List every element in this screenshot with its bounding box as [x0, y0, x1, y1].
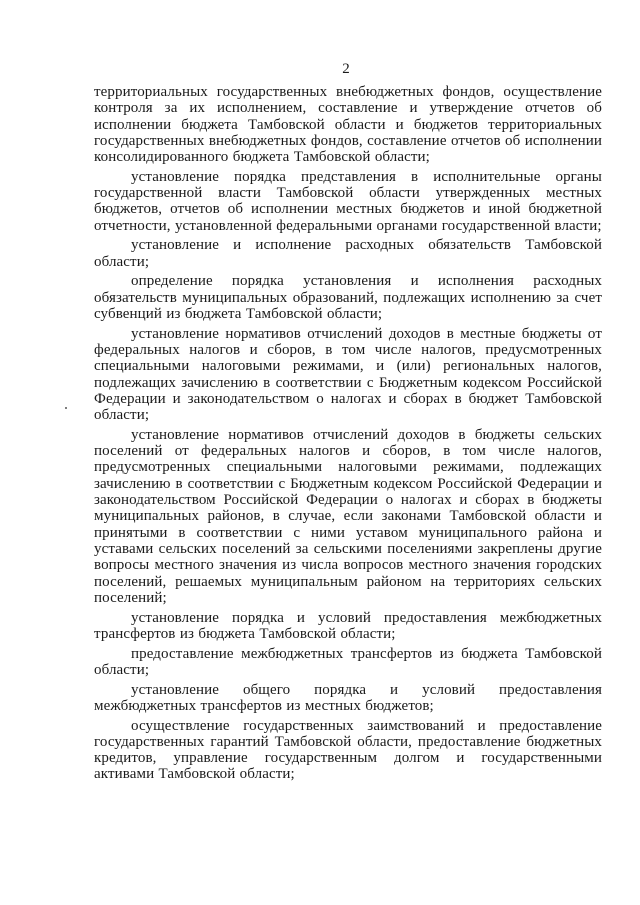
document-body [94, 84, 602, 786]
paragraph-local-budget-reporting: установление порядка представления в исполнительные органы государственной власти Тамбовской области утвержденных местных бюджетов, отчетов об исполнении местных бюджетов и иной бюджетной отчетности, установленной федеральными органами государственной власти; [94, 168, 602, 234]
paragraph-budget-reports: территориальных государственных внебюджетных фондов, осуществление контроля за их исполнением, составление и утверждение отчетов об исполнении бюджета Тамбовской области и бюджетов территориальных государственных внебюджетных фондов, составление отчетов об исполнении консолидированного бюджета Тамбовской области; [94, 84, 602, 166]
paragraph-revenue-norms-local: установление нормативов отчислений доходов в местные бюджеты от федеральных налогов и сборов, в том числе налогов, предусмотренных специальными налоговыми режимами, и (или) региональных налогов, подлежащих зачислению в соответствии с Бюджетным кодексом Российской Федерации и законодательством о налогах и сборах в бюджет Тамбовской области; [94, 325, 602, 424]
paragraph-borrowing-and-debt: осуществление государственных заимствований и предоставление государственных гарантий Тамбовской области, предоставление бюджетных кредитов, управление государственным долгом и государственными активами Тамбовской области; [94, 717, 602, 783]
margin-mark [65, 407, 67, 409]
page-number: 2 [342, 61, 350, 77]
paragraph-transfer-provision: предоставление межбюджетных трансфертов из бюджета Тамбовской области; [94, 645, 602, 678]
paragraph-revenue-norms-rural: установление нормативов отчислений доходов в бюджеты сельских поселений от федеральных налогов и сборов, в том числе налогов, предусмотренных специальными налоговыми режимами, подлежащих зачислению в соответствии с Бюджетным кодексом Российской Федерации и законодательством Российской Федерации о налогах и сборах в бюджеты муниципальных районов, в случае, если законами Тамбовской области и принятыми в соответствии с ними уставом муниципального района и уставами сельских поселений за сельскими поселениями закреплены другие вопросы местного значения из числа вопросов местного значения городских поселений, решаемых муниципальным районом на территориях сельских поселений; [94, 426, 602, 606]
paragraph-expenditure-obligations: установление и исполнение расходных обязательств Тамбовской области; [94, 237, 602, 270]
paragraph-transfer-procedure: установление порядка и условий предоставления межбюджетных трансфертов из бюджета Тамбовской области; [94, 609, 602, 642]
paragraph-municipal-obligations: определение порядка установления и исполнения расходных обязательств муниципальных образований, подлежащих исполнению за счет субвенций из бюджета Тамбовской области; [94, 273, 602, 323]
paragraph-local-transfers: установление общего порядка и условий предоставления межбюджетных трансфертов из местных бюджетов; [94, 681, 602, 714]
